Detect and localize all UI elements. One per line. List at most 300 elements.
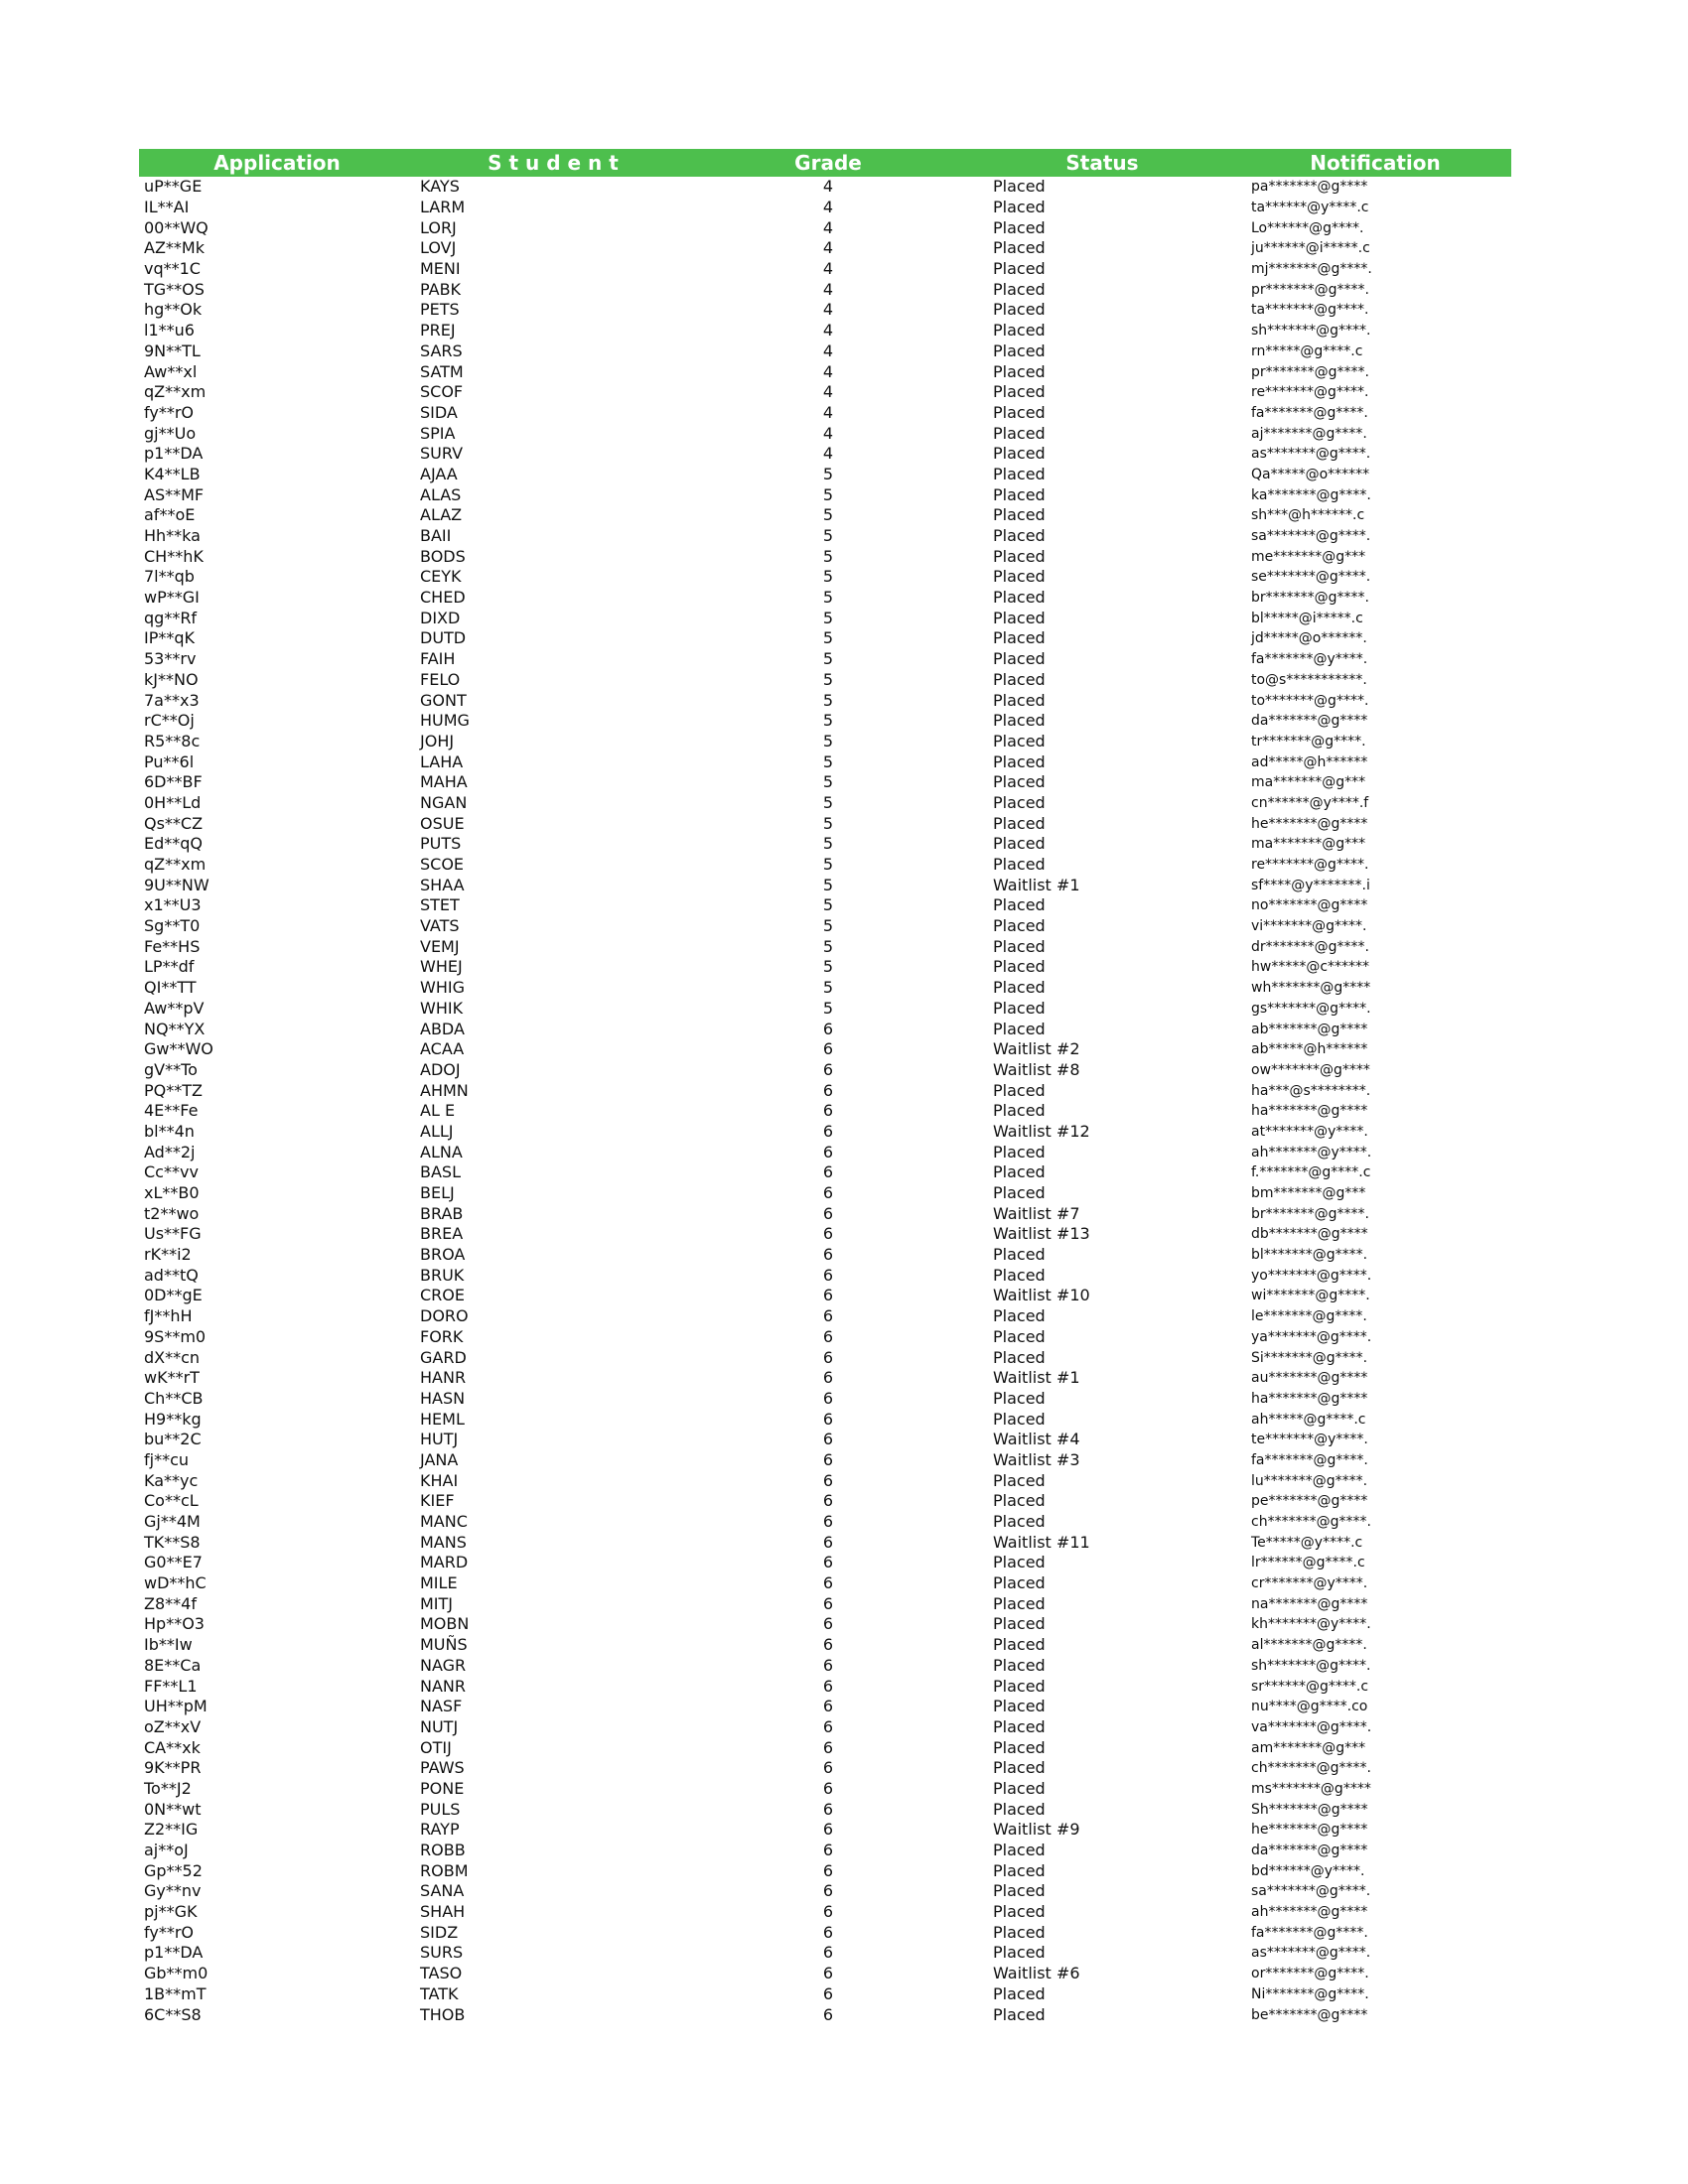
table-row[interactable] xyxy=(139,465,1511,485)
table-row[interactable] xyxy=(139,1039,1511,1060)
student-cell: JOHJ xyxy=(420,731,455,751)
table-row[interactable] xyxy=(139,588,1511,609)
grade-cell: 6 xyxy=(822,1306,834,1326)
grade-cell: 4 xyxy=(822,198,834,217)
table-row[interactable] xyxy=(139,628,1511,649)
grade-cell: 5 xyxy=(822,505,834,525)
table-row[interactable] xyxy=(139,1101,1511,1122)
application-cell: R5**8c xyxy=(144,731,201,751)
status-cell: Placed xyxy=(993,1080,1046,1100)
grade-cell: 5 xyxy=(822,895,834,915)
notification-cell: le*******@g****. xyxy=(1251,1308,1367,1325)
grade-cell: 4 xyxy=(822,238,834,258)
notification-cell: cr*******@y****. xyxy=(1251,1575,1368,1592)
grade-cell: 5 xyxy=(822,834,834,854)
table-row[interactable] xyxy=(139,1512,1511,1533)
status-cell: Placed xyxy=(993,1614,1046,1634)
table-row[interactable] xyxy=(139,1430,1511,1450)
student-cell: BAII xyxy=(420,526,452,546)
application-cell: UH**pM xyxy=(144,1697,208,1716)
student-cell: ALAZ xyxy=(420,505,463,525)
status-cell: Placed xyxy=(993,1922,1046,1942)
table-row[interactable] xyxy=(139,403,1511,424)
table-row[interactable] xyxy=(139,813,1511,834)
table-row[interactable] xyxy=(139,1943,1511,1964)
table-row[interactable] xyxy=(139,1491,1511,1512)
notification-cell: ch*******@g****. xyxy=(1251,1514,1371,1531)
table-row[interactable] xyxy=(139,423,1511,444)
student-cell: BELJ xyxy=(420,1183,455,1203)
grade-cell: 6 xyxy=(822,1593,834,1613)
table-row[interactable] xyxy=(139,1203,1511,1224)
application-cell: 7a**x3 xyxy=(144,690,200,710)
status-cell: Placed xyxy=(993,1019,1046,1038)
application-cell: wK**rT xyxy=(144,1368,200,1388)
table-row[interactable] xyxy=(139,1922,1511,1943)
status-cell: Placed xyxy=(993,628,1046,648)
table-row[interactable] xyxy=(139,690,1511,711)
application-cell: 6D**BF xyxy=(144,772,203,792)
grade-cell: 6 xyxy=(822,1758,834,1778)
table-row[interactable] xyxy=(139,505,1511,526)
status-cell: Placed xyxy=(993,1491,1046,1511)
notification-cell: as*******@g****. xyxy=(1251,1945,1371,1962)
status-cell: Placed xyxy=(993,1860,1046,1880)
table-row[interactable] xyxy=(139,444,1511,465)
student-cell: GONT xyxy=(420,690,467,710)
table-row[interactable] xyxy=(139,732,1511,752)
grade-cell: 6 xyxy=(822,1409,834,1429)
table-row[interactable] xyxy=(139,1450,1511,1471)
table-row[interactable] xyxy=(139,834,1511,855)
table-row[interactable] xyxy=(139,1368,1511,1389)
application-cell: To**J2 xyxy=(144,1778,192,1798)
table-row[interactable] xyxy=(139,916,1511,937)
notification-cell: gs*******@g****. xyxy=(1251,1000,1371,1017)
student-cell: WHIK xyxy=(420,998,464,1018)
table-row[interactable] xyxy=(139,1409,1511,1430)
table-row[interactable] xyxy=(139,649,1511,670)
grade-cell: 4 xyxy=(822,341,834,360)
application-cell: Sg**T0 xyxy=(144,916,201,936)
table-row[interactable] xyxy=(139,217,1511,238)
notification-cell: me*******@g*** xyxy=(1251,548,1366,565)
status-cell: Placed xyxy=(993,1470,1046,1490)
application-cell: Ed**qQ xyxy=(144,834,204,854)
notification-cell: ah*******@g**** xyxy=(1251,1904,1368,1921)
table-row[interactable] xyxy=(139,198,1511,218)
grade-cell: 6 xyxy=(822,1737,834,1757)
application-cell: Ka**yc xyxy=(144,1470,199,1490)
grade-cell: 6 xyxy=(822,1121,834,1141)
status-cell: Waitlist #6 xyxy=(993,1964,1080,1983)
application-cell: x1**U3 xyxy=(144,895,202,915)
table-row[interactable] xyxy=(139,670,1511,691)
table-row[interactable] xyxy=(139,1080,1511,1101)
student-cell: BRUK xyxy=(420,1265,465,1285)
table-row[interactable] xyxy=(139,1841,1511,1861)
notification-cell: ah*****@g****.c xyxy=(1251,1411,1366,1428)
status-cell: Placed xyxy=(993,1799,1046,1819)
notification-cell: kh*******@y****. xyxy=(1251,1616,1371,1633)
table-row[interactable] xyxy=(139,1306,1511,1327)
status-cell: Waitlist #4 xyxy=(993,1430,1080,1449)
notification-cell: be*******@g**** xyxy=(1251,2006,1368,2023)
table-row[interactable] xyxy=(139,361,1511,382)
table-row[interactable] xyxy=(139,1019,1511,1039)
application-cell: TG**OS xyxy=(144,279,205,299)
notification-cell: yo*******@g****. xyxy=(1251,1267,1372,1284)
notification-cell: am*******@g*** xyxy=(1251,1739,1366,1756)
grade-cell: 6 xyxy=(822,1676,834,1696)
table-row[interactable] xyxy=(139,300,1511,321)
notification-cell: ma*******@g*** xyxy=(1251,774,1366,791)
table-row[interactable] xyxy=(139,1758,1511,1779)
student-cell: MANC xyxy=(420,1512,468,1532)
status-cell: Placed xyxy=(993,1697,1046,1716)
status-cell: Placed xyxy=(993,1347,1046,1367)
table-row[interactable] xyxy=(139,1265,1511,1286)
table-row[interactable] xyxy=(139,1635,1511,1656)
grade-cell: 4 xyxy=(822,217,834,237)
grade-cell: 6 xyxy=(822,1286,834,1305)
table-row[interactable] xyxy=(139,382,1511,403)
table-row[interactable] xyxy=(139,1224,1511,1245)
table-row[interactable] xyxy=(139,1902,1511,1923)
status-cell: Placed xyxy=(993,1593,1046,1613)
table-row[interactable] xyxy=(139,1286,1511,1306)
table-row[interactable] xyxy=(139,855,1511,876)
grade-cell: 6 xyxy=(822,1943,834,1963)
notification-cell: ah*******@y****. xyxy=(1251,1144,1372,1160)
table-row[interactable] xyxy=(139,259,1511,280)
table-row[interactable] xyxy=(139,1162,1511,1183)
status-cell: Waitlist #13 xyxy=(993,1224,1090,1244)
status-cell: Placed xyxy=(993,1388,1046,1408)
status-cell: Placed xyxy=(993,1635,1046,1655)
grade-cell: 6 xyxy=(822,1039,834,1059)
grade-cell: 6 xyxy=(822,1019,834,1038)
table-row[interactable] xyxy=(139,895,1511,916)
notification-cell: mj*******@g****. xyxy=(1251,261,1372,278)
application-cell: xL**B0 xyxy=(144,1183,200,1203)
application-cell: AS**MF xyxy=(144,484,205,504)
student-cell: TASO xyxy=(420,1964,463,1983)
grade-cell: 6 xyxy=(822,1245,834,1265)
status-cell: Placed xyxy=(993,916,1046,936)
application-cell: ad**tQ xyxy=(144,1265,199,1285)
student-cell: NANR xyxy=(420,1676,466,1696)
notification-cell: ju******@i*****.c xyxy=(1251,240,1370,257)
student-cell: GARD xyxy=(420,1347,467,1367)
table-row[interactable] xyxy=(139,1820,1511,1841)
student-cell: ADOJ xyxy=(420,1059,461,1079)
table-row[interactable] xyxy=(139,608,1511,628)
notification-cell: ka*******@g****. xyxy=(1251,486,1371,503)
application-cell: bu**2C xyxy=(144,1430,202,1449)
notification-cell: pr*******@g****. xyxy=(1251,363,1369,380)
notification-cell: at*******@y****. xyxy=(1251,1123,1368,1140)
grade-cell: 6 xyxy=(822,1059,834,1079)
grade-cell: 5 xyxy=(822,813,834,833)
table-row[interactable] xyxy=(139,711,1511,732)
student-cell: VEMJ xyxy=(420,936,460,956)
student-cell: OTIJ xyxy=(420,1737,452,1757)
table-row[interactable] xyxy=(139,1964,1511,1984)
student-cell: SHAA xyxy=(420,875,465,894)
grade-cell: 4 xyxy=(822,444,834,464)
student-cell: PONE xyxy=(420,1778,465,1798)
status-cell: Placed xyxy=(993,1758,1046,1778)
status-cell: Waitlist #10 xyxy=(993,1286,1090,1305)
notification-cell: pr*******@g****. xyxy=(1251,281,1369,298)
grade-cell: 6 xyxy=(822,1553,834,1572)
student-cell: ALAS xyxy=(420,484,462,504)
header-student[interactable]: S t u d e n t xyxy=(415,149,691,177)
notification-cell: sh*******@g****. xyxy=(1251,1657,1371,1674)
notification-cell: wh*******@g**** xyxy=(1251,980,1371,997)
table-row[interactable] xyxy=(139,1717,1511,1738)
header-status[interactable]: Status xyxy=(965,149,1239,177)
student-cell: MUÑS xyxy=(420,1635,468,1655)
application-cell: Co**cL xyxy=(144,1491,199,1511)
table-row[interactable] xyxy=(139,1573,1511,1594)
status-cell: Placed xyxy=(993,751,1046,771)
grade-cell: 6 xyxy=(822,1532,834,1552)
grade-cell: 6 xyxy=(822,1491,834,1511)
application-cell: Gp**52 xyxy=(144,1860,203,1880)
notification-cell: ha*******@g**** xyxy=(1251,1390,1368,1407)
table-row[interactable] xyxy=(139,1389,1511,1410)
student-cell: ACAA xyxy=(420,1039,465,1059)
student-cell: ROBB xyxy=(420,1841,466,1860)
grade-cell: 6 xyxy=(822,1430,834,1449)
student-cell: THOB xyxy=(420,2004,466,2024)
status-cell: Placed xyxy=(993,505,1046,525)
table-row[interactable] xyxy=(139,1614,1511,1635)
student-cell: CEYK xyxy=(420,567,462,587)
student-cell: SANA xyxy=(420,1881,465,1901)
application-cell: gV**To xyxy=(144,1059,198,1079)
table-row[interactable] xyxy=(139,484,1511,505)
grade-cell: 6 xyxy=(822,1265,834,1285)
application-cell: Hp**O3 xyxy=(144,1614,205,1634)
student-cell: NUTJ xyxy=(420,1716,459,1736)
table-row[interactable] xyxy=(139,1470,1511,1491)
student-cell: MANS xyxy=(420,1532,467,1552)
status-cell: Placed xyxy=(993,1101,1046,1121)
table-row[interactable] xyxy=(139,1553,1511,1573)
table-row[interactable] xyxy=(139,1347,1511,1368)
application-cell: 9K**PR xyxy=(144,1758,202,1778)
table-row[interactable] xyxy=(139,279,1511,300)
notification-cell: ta******@y****.c xyxy=(1251,200,1369,216)
status-cell: Waitlist #1 xyxy=(993,875,1080,894)
status-cell: Placed xyxy=(993,669,1046,689)
notification-cell: cn******@y****.f xyxy=(1251,794,1369,811)
application-cell: IP**qK xyxy=(144,628,196,648)
status-cell: Placed xyxy=(993,1778,1046,1798)
student-cell: BODS xyxy=(420,546,466,566)
notification-cell: sh***@h******.c xyxy=(1251,507,1365,524)
student-cell: DUTD xyxy=(420,628,467,648)
grade-cell: 4 xyxy=(822,402,834,422)
status-cell: Placed xyxy=(993,588,1046,608)
table-row[interactable] xyxy=(139,1245,1511,1266)
grade-cell: 5 xyxy=(822,978,834,998)
notification-cell: ta*******@g****. xyxy=(1251,302,1369,319)
table-row[interactable] xyxy=(139,1799,1511,1820)
grade-cell: 4 xyxy=(822,177,834,197)
status-cell: Placed xyxy=(993,731,1046,751)
table-row[interactable] xyxy=(139,751,1511,772)
table-row[interactable] xyxy=(139,567,1511,588)
application-cell: CH**hK xyxy=(144,546,204,566)
table-row[interactable] xyxy=(139,1593,1511,1614)
application-cell: Fe**HS xyxy=(144,936,201,956)
notification-cell: bm*******@g*** xyxy=(1251,1185,1366,1202)
table-row[interactable] xyxy=(139,957,1511,978)
application-cell: K4**LB xyxy=(144,464,201,483)
notification-cell: to@s***********. xyxy=(1251,671,1367,688)
application-cell: qZ**xm xyxy=(144,382,207,402)
table-row[interactable] xyxy=(139,1142,1511,1162)
notification-cell: jd*****@o******. xyxy=(1251,630,1367,647)
header-grade[interactable]: Grade xyxy=(691,149,965,177)
table-row[interactable] xyxy=(139,2004,1511,2025)
table-row[interactable] xyxy=(139,238,1511,259)
application-cell: 4E**Fe xyxy=(144,1101,199,1121)
table-row[interactable] xyxy=(139,772,1511,793)
table-row[interactable] xyxy=(139,1122,1511,1143)
grade-cell: 5 xyxy=(822,690,834,710)
table-row[interactable] xyxy=(139,546,1511,567)
status-cell: Waitlist #9 xyxy=(993,1820,1080,1840)
application-cell: NQ**YX xyxy=(144,1019,206,1038)
notification-cell: aj*******@g****. xyxy=(1251,425,1367,442)
status-cell: Placed xyxy=(993,423,1046,443)
table-row[interactable] xyxy=(139,999,1511,1020)
header-application[interactable]: Application xyxy=(139,149,415,177)
grade-cell: 5 xyxy=(822,669,834,689)
status-cell: Waitlist #11 xyxy=(993,1532,1090,1552)
application-cell: rK**i2 xyxy=(144,1245,192,1265)
table-row[interactable] xyxy=(139,1060,1511,1081)
application-cell: dX**cn xyxy=(144,1347,201,1367)
application-cell: TK**S8 xyxy=(144,1532,201,1552)
table-row[interactable] xyxy=(139,875,1511,895)
table-row[interactable] xyxy=(139,1327,1511,1348)
student-cell: MAHA xyxy=(420,772,468,792)
table-row[interactable] xyxy=(139,936,1511,957)
notification-cell: sr******@g****.c xyxy=(1251,1678,1369,1695)
notification-cell: vi*******@g****. xyxy=(1251,918,1367,935)
grade-cell: 6 xyxy=(822,1512,834,1532)
table-row[interactable] xyxy=(139,177,1511,198)
table-row[interactable] xyxy=(139,1183,1511,1204)
table-row[interactable] xyxy=(139,1881,1511,1902)
grade-cell: 6 xyxy=(822,1080,834,1100)
student-cell: DIXD xyxy=(420,608,461,627)
notification-cell: br*******@g****. xyxy=(1251,1205,1369,1222)
application-cell: Gy**nv xyxy=(144,1881,202,1901)
table-row[interactable] xyxy=(139,1697,1511,1717)
grade-cell: 6 xyxy=(822,1368,834,1388)
table-row[interactable] xyxy=(139,978,1511,999)
notification-cell: Lo******@g****. xyxy=(1251,219,1364,236)
table-row[interactable] xyxy=(139,1860,1511,1881)
table-row[interactable] xyxy=(139,1676,1511,1697)
table-row[interactable] xyxy=(139,1656,1511,1677)
status-cell: Placed xyxy=(993,855,1046,875)
student-cell: HANR xyxy=(420,1368,467,1388)
notification-cell: dr*******@g****. xyxy=(1251,938,1369,955)
table-row[interactable] xyxy=(139,321,1511,341)
notification-cell: Qa*****@o****** xyxy=(1251,466,1370,482)
status-cell: Placed xyxy=(993,608,1046,627)
student-cell: PREJ xyxy=(420,321,456,341)
student-cell: JANA xyxy=(420,1449,459,1469)
status-cell: Placed xyxy=(993,1983,1046,2003)
application-cell: vq**1C xyxy=(144,259,201,279)
notification-cell: sa*******@g****. xyxy=(1251,1883,1371,1900)
grade-cell: 5 xyxy=(822,526,834,546)
notification-cell: Sh*******@g**** xyxy=(1251,1801,1368,1818)
table-row[interactable] xyxy=(139,1532,1511,1553)
table-body xyxy=(139,177,1511,2025)
student-cell: STET xyxy=(420,895,460,915)
table-row[interactable] xyxy=(139,526,1511,547)
status-cell: Placed xyxy=(993,1162,1046,1182)
grade-cell: 6 xyxy=(822,1635,834,1655)
table-row[interactable] xyxy=(139,1984,1511,2005)
status-cell: Placed xyxy=(993,402,1046,422)
status-cell: Placed xyxy=(993,198,1046,217)
table-row[interactable] xyxy=(139,1737,1511,1758)
application-cell: PQ**TZ xyxy=(144,1080,203,1100)
student-cell: SARS xyxy=(420,341,463,360)
grade-cell: 6 xyxy=(822,1881,834,1901)
grade-cell: 6 xyxy=(822,1470,834,1490)
table-row[interactable] xyxy=(139,341,1511,362)
grade-cell: 6 xyxy=(822,1778,834,1798)
status-cell: Placed xyxy=(993,1573,1046,1593)
status-cell: Placed xyxy=(993,279,1046,299)
notification-cell: va*******@g****. xyxy=(1251,1718,1372,1735)
status-cell: Placed xyxy=(993,711,1046,731)
notification-cell: bl*******@g****. xyxy=(1251,1247,1368,1264)
table-row[interactable] xyxy=(139,1779,1511,1800)
status-cell: Placed xyxy=(993,341,1046,360)
student-cell: SURS xyxy=(420,1943,464,1963)
table-row[interactable] xyxy=(139,793,1511,814)
student-cell: SCOE xyxy=(420,855,465,875)
application-cell: 00**WQ xyxy=(144,217,209,237)
status-cell: Placed xyxy=(993,834,1046,854)
notification-cell: al*******@g****. xyxy=(1251,1637,1367,1654)
status-cell: Placed xyxy=(993,1245,1046,1265)
status-cell: Placed xyxy=(993,1265,1046,1285)
grade-cell: 5 xyxy=(822,464,834,483)
notification-cell: fa*******@g****. xyxy=(1251,1924,1368,1941)
student-cell: KAYS xyxy=(420,177,460,197)
student-cell: MOBN xyxy=(420,1614,470,1634)
grade-cell: 6 xyxy=(822,1841,834,1860)
status-cell: Placed xyxy=(993,1737,1046,1757)
notification-cell: Si*******@g****. xyxy=(1251,1349,1368,1366)
header-notification[interactable]: Notification xyxy=(1239,149,1511,177)
student-cell: SPIA xyxy=(420,423,456,443)
